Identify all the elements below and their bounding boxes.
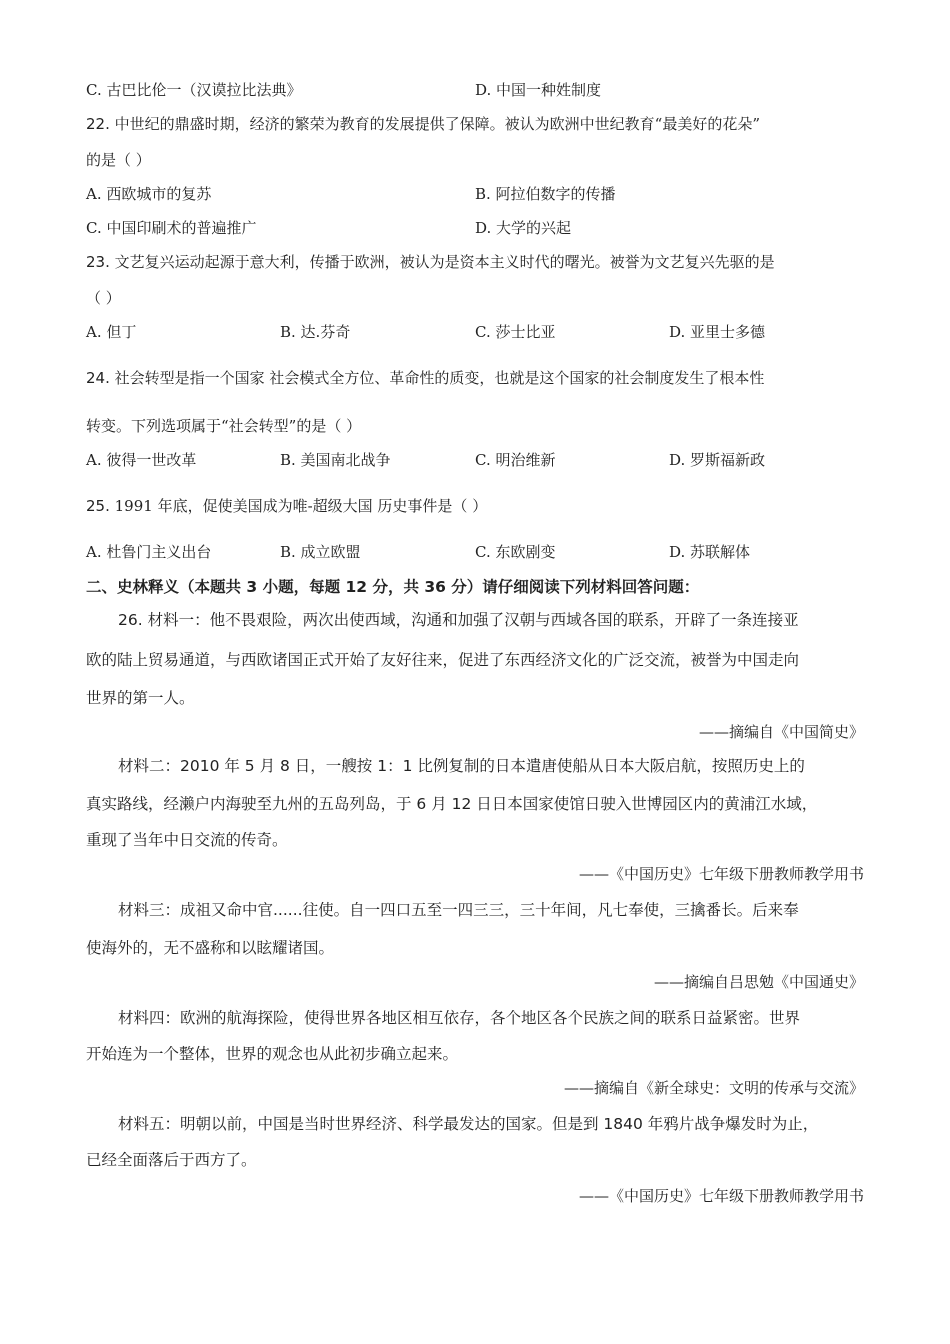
q25-option-d: D. 苏联解体 — [669, 543, 751, 561]
q21-option-c: C. 古巴比伦一（汉谟拉比法典》 — [86, 81, 302, 99]
material-3-source: ——摘编自吕思勉《中国通史》 — [653, 973, 864, 991]
question-number: 22. — [86, 115, 110, 133]
material-5-line: 已经全面落后于西方了。 — [86, 1151, 257, 1169]
q23-option-d: D. 亚里士多德 — [669, 323, 766, 341]
question-22-stem-cont: 的是（ ） — [86, 151, 151, 169]
q25-option-a: A. 杜鲁门主义出台 — [86, 543, 212, 561]
section-heading: 二、史林释义（本题共 3 小题，每题 12 分，共 36 分）请仔细阅读下列材料回答问题： — [86, 578, 700, 596]
q23-option-c: C. 莎士比亚 — [475, 323, 556, 341]
q25-option-c: C. 东欧剧变 — [475, 543, 556, 561]
material-1-line: 26. 材料一：他不畏艰险，两次出使西域，沟通和加强了汉朝与西域各国的联系，开辟了一条连接亚 — [118, 611, 799, 629]
q23-option-b: B. 达.芬奇 — [280, 323, 351, 341]
material-2-source: ——《中国历史》七年级下册教师教学用书 — [578, 865, 864, 883]
material-1-source: ——摘编自《中国简史》 — [698, 723, 864, 741]
q22-option-b: B. 阿拉伯数字的传播 — [475, 185, 616, 203]
q22-option-c: C. 中国印刷术的普遍推广 — [86, 219, 257, 237]
question-text: 1991 年底，促使美国成为唯-超级大国 历史事件是（ ） — [114, 497, 488, 515]
question-text: 社会转型是指一个国家 社会模式全方位、革命性的质变，也就是这个国家的社会制度发生了根本性 — [114, 369, 765, 387]
question-text: 中世纪的鼎盛时期，经济的繁荣为教育的发展提供了保障。被认为欧洲中世纪教育“最美好的花朵” — [114, 115, 760, 133]
material-2-line: 重现了当年中日交流的传奇。 — [86, 831, 288, 849]
material-2-line: 材料二：2010 年 5 月 8 日，一艘按 1：1 比例复制的日本遣唐使船从日本大阪启航，按照历史上的 — [118, 757, 805, 775]
question-23-stem — [86, 252, 775, 272]
question-text: 文艺复兴运动起源于意大利，传播于欧洲，被认为是资本主义时代的曙光。被誉为文艺复兴先驱的是 — [114, 253, 775, 271]
material-1-line: 欧的陆上贸易通道，与西欧诸国正式开始了友好往来，促进了东西经济文化的广泛交流，被誉为中国走向 — [86, 651, 800, 669]
material-1-line: 世界的第一人。 — [86, 689, 195, 707]
question-number: 23. — [86, 253, 110, 271]
question-22-stem — [86, 114, 760, 134]
material-3-line: 材料三：成祖又命中官......往使。自一四口五至一四三三，三十年间，凡七奉使，三擒番长。后来奉 — [118, 901, 799, 919]
material-3-line: 使海外的，无不盛称和以眩耀诸国。 — [86, 939, 335, 957]
q24-option-d: D. 罗斯福新政 — [669, 451, 766, 469]
question-25-stem — [86, 496, 487, 516]
q22-option-d: D. 大学的兴起 — [475, 219, 572, 237]
material-4-line: 开始连为一个整体，世界的观念也从此初步确立起来。 — [86, 1045, 459, 1063]
material-5-line: 材料五：明朝以前，中国是当时世界经济、科学最发达的国家。但是到 1840 年鸦片战争爆发时为止， — [118, 1115, 819, 1133]
q22-option-a: A. 西欧城市的复苏 — [86, 185, 212, 203]
question-24-stem — [86, 368, 764, 388]
q25-option-b: B. 成立欧盟 — [280, 543, 361, 561]
q24-option-a: A. 彼得一世改革 — [86, 451, 197, 469]
question-24-stem-cont: 转变。下列选项属于“社会转型”的是（ ） — [86, 417, 362, 435]
question-23-stem-cont: （ ） — [86, 289, 121, 307]
question-number: 24. — [86, 369, 110, 387]
question-number: 25. — [86, 497, 110, 515]
q24-option-b: B. 美国南北战争 — [280, 451, 391, 469]
material-4-line: 材料四：欧洲的航海探险，使得世界各地区相互依存，各个地区各个民族之间的联系日益紧密。世界 — [118, 1009, 801, 1027]
q21-option-d: D. 中国一种姓制度 — [475, 81, 602, 99]
q23-option-a: A. 但丁 — [86, 323, 137, 341]
q24-option-c: C. 明治维新 — [475, 451, 556, 469]
material-5-source: ——《中国历史》七年级下册教师教学用书 — [578, 1187, 864, 1205]
material-4-source: ——摘编自《新全球史：文明的传承与交流》 — [563, 1079, 864, 1097]
material-2-line: 真实路线，经濑户内海驶至九州的五岛列岛，于 6 月 12 日日本国家使馆日驶入世博园区内的黄浦江水域， — [86, 795, 818, 813]
